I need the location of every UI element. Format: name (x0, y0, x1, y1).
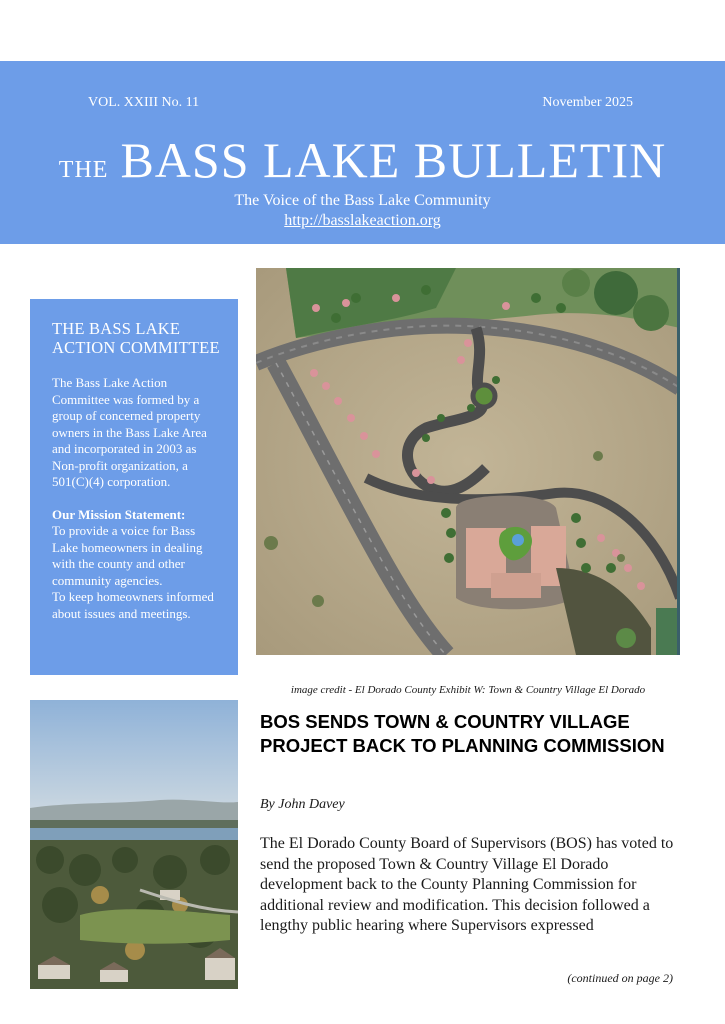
masthead (0, 61, 725, 244)
issue-date: November 2025 (542, 95, 633, 110)
image-caption: image credit - El Dorado County Exhibit W: Town & Country Village El Dorado (290, 684, 646, 696)
sidebar-heading-line1: THE BASS LAKE (52, 319, 181, 338)
continued-note: (continued on page 2) (567, 971, 673, 985)
mission-text: To provide a voice for Bass Lake homeowners in dealing with the county and other community agencies. (52, 523, 203, 588)
article-headline: BOS SENDS TOWN & COUNTRY VILLAGE PROJECT BACK TO PLANNING COMMISSION (260, 711, 665, 756)
sidebar-intro: The Bass Lake Action Committee was formed by a group of concerned property owners in the Bass Lake Area and incorporated in 2003 as Non-profit organization, a 501(C)(4) corporation. (52, 375, 207, 489)
newsletter-title (0, 132, 725, 188)
sidebar-heading (52, 319, 224, 357)
mission-heading: Our Mission Statement: (52, 506, 186, 522)
title-main: BASS LAKE BULLETIN (120, 132, 667, 188)
article-body: The El Dorado County Board of Supervisors (BOS) has voted to send the proposed Town & Country Village El Dorado development back to the County Planning Commission for additional review and modification. This decision followed a lengthy public hearing where Supervisors expressed (260, 835, 674, 934)
article-byline: By John Davey (260, 797, 345, 812)
committee-sidebar (30, 299, 238, 675)
title-prefix: THE (58, 157, 109, 183)
tagline: The Voice of the Bass Lake Community (234, 192, 491, 209)
volume-number: VOL. XXIII No. 11 (88, 95, 200, 110)
mission-text-2: To keep homeowners informed about issues and meetings. (52, 589, 214, 621)
website-link[interactable]: http://basslakeaction.org (284, 212, 441, 229)
site-plan-image (256, 268, 680, 655)
bass-lake-photo (30, 700, 238, 989)
sidebar-heading-line2: ACTION COMMITTEE (52, 338, 220, 357)
